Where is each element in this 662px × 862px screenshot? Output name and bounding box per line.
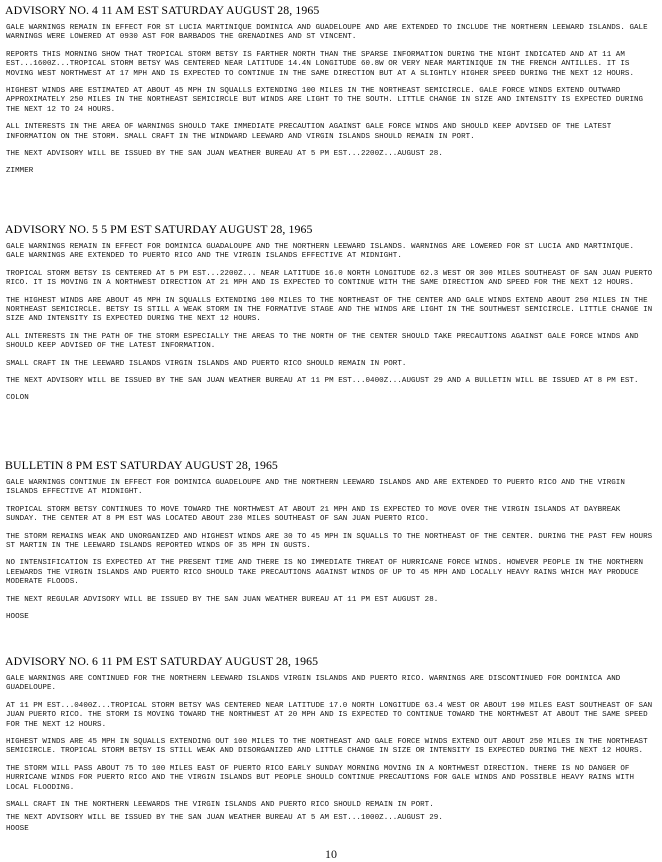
advisory-signature: COLON <box>6 394 29 403</box>
advisory-paragraph: THE NEXT ADVISORY WILL BE ISSUED BY THE SAN JUAN WEATHER BUREAU AT 5 AM EST...1000Z...AUGUST 29. <box>6 814 443 823</box>
advisory-5 <box>0 222 662 404</box>
advisory-paragraph: GALE WARNINGS REMAIN IN EFFECT FOR ST LUCIA MARTINIQUE DOMINICA AND GUADELOUPE AND ARE EXTENDED TO INCLUDE THE NORTHERN LEEWARD ISLANDS. GALE WARNINGS WERE LOWERED AT 0930 AST FOR BARBADOS THE GRENADINES AND ST VINCENT. <box>6 24 648 42</box>
advisory-heading: BULLETIN 8 PM EST SATURDAY AUGUST 28, 1965 <box>5 458 278 472</box>
bulletin-8pm <box>0 458 662 622</box>
advisory-heading: ADVISORY NO. 6 11 PM EST SATURDAY AUGUST 28, 1965 <box>5 654 319 668</box>
advisory-6 <box>0 654 662 834</box>
advisory-paragraph: HIGHEST WINDS ARE 45 MPH IN SQUALLS EXTENDING OUT 100 MILES TO THE NORTHEAST AND GALE FORCE WINDS EXTEND OUT ABOUT 250 MILES IN THE NORTHEAST SEMICIRCLE. TROPICAL STORM BETSY IS STILL WEAK AND DISORGANIZED AND LITTLE CHANGE IN SIZE OR INTENSITY IS EXPECTED DURING THE NEXT 12 HOURS. <box>6 738 648 756</box>
advisory-paragraph: AT 11 PM EST...0400Z...TROPICAL STORM BETSY WAS CENTERED NEAR LATITUDE 17.0 NORTH LONGITUDE 63.4 WEST OR ABOUT 190 MILES EAST SOUTHEAST OF SAN JUAN PUERTO RICO. THE STORM IS MOVING TOWARD THE NORTHWEST AT 20 MPH AND IS EXPECTED TO CONTINUE TOWARD THE NORTHWEST AT ABOUT THE SAME SPEED FOR THE NEXT 12 HOURS. <box>6 701 653 729</box>
advisory-paragraph: THE NEXT ADVISORY WILL BE ISSUED BY THE SAN JUAN WEATHER BUREAU AT 11 PM EST...0400Z...AUGUST 29 AND A BULLETIN WILL BE ISSUED AT 8 PM EST. <box>6 377 639 386</box>
advisory-paragraph: THE NEXT ADVISORY WILL BE ISSUED BY THE SAN JUAN WEATHER BUREAU AT 5 PM EST...2200Z...AUGUST 28. <box>6 150 443 159</box>
advisory-paragraph: THE STORM WILL PASS ABOUT 75 TO 100 MILES EAST OF PUERTO RICO EARLY SUNDAY MORNING MOVING IN A NORTHWEST DIRECTION. THERE IS NO DANGER OF HURRICANE WINDS FOR PUERTO RICO AND THE VIRGIN ISLANDS BUT PEOPLE SHOULD CONTINUE PRECAUTIONS FOR GALE WINDS AND POSSIBLE HEAVY RAINS WITH LOCAL FLOODING. <box>6 764 634 792</box>
advisory-paragraph: GALE WARNINGS REMAIN IN EFFECT FOR DOMINICA GUADALOUPE AND THE NORTHERN LEEWARD ISLANDS. WARNINGS ARE LOWERED FOR ST LUCIA AND MARTINIQUE. GALE WARNINGS ARE EXTENDED TO PUERTO RICO AND THE VIRGIN ISLANDS EFFECTIVE AT MIDNIGHT. <box>6 243 634 261</box>
advisory-signature: HOOSE <box>6 613 29 622</box>
advisory-paragraph: THE NEXT REGULAR ADVISORY WILL BE ISSUED BY THE SAN JUAN WEATHER BUREAU AT 11 PM EST AUGUST 28. <box>6 595 439 604</box>
advisory-signature: HOOSE <box>6 824 29 833</box>
advisory-paragraph: TROPICAL STORM BETSY IS CENTERED AT 5 PM EST...2200Z... NEAR LATITUDE 16.0 NORTH LONGITUDE 62.3 WEST OR 300 MILES SOUTHEAST OF SAN JUAN PUERTO RICO. IT IS MOVING IN A NORTHWEST DIRECTION AT 21 MPH AND IS EXPECTED TO CONTINUE WITH THE SAME DIRECTION AND SPEED FOR THE NEXT 12 HOURS. <box>6 269 653 288</box>
advisory-paragraph: GALE WARNINGS CONTINUE IN EFFECT FOR DOMINICA GUADELOUPE AND THE NORTHERN LEEWARD ISLANDS AND ARE EXTENDED TO PUERTO RICO AND THE VIRGIN ISLANDS EFFECTIVE AT MIDNIGHT. <box>6 479 625 497</box>
advisory-paragraph: ALL INTERESTS IN THE AREA OF WARNINGS SHOULD TAKE IMMEDIATE PRECAUTION AGAINST GALE FORCE WINDS AND SHOULD KEEP ADVISED OF THE LATEST INFORMATION ON THE STORM. SMALL CRAFT IN THE WINDWARD LEEWARD AND VIRGIN ISLANDS SHOULD REMAIN IN PORT. <box>6 123 612 141</box>
advisory-paragraph: TROPICAL STORM BETSY CONTINUES TO MOVE TOWARD THE NORTHWEST AT ABOUT 21 MPH AND IS EXPECTED TO MOVE OVER THE VIRGIN ISLANDS AT DAYBREAK SUNDAY. THE CENTER AT 8 PM EST WAS LOCATED ABOUT 230 MILES SOUTHEAST OF SAN JUAN PUERTO RICO. <box>6 505 621 524</box>
advisory-paragraph: GALE WARNINGS ARE CONTINUED FOR THE NORTHERN LEEWARD ISLANDS VIRGIN ISLANDS AND PUERTO RICO. WARNINGS ARE DISCONTINUED FOR DOMINICA AND GUADELOUPE. <box>6 675 621 693</box>
advisory-paragraph: SMALL CRAFT IN THE NORTHERN LEEWARDS THE VIRGIN ISLANDS AND PUERTO RICO SHOULD REMAIN IN PORT. <box>6 801 434 810</box>
advisory-paragraph: ALL INTERESTS IN THE PATH OF THE STORM ESPECIALLY THE AREAS TO THE NORTH OF THE CENTER SHOULD TAKE PRECAUTIONS AGAINST GALE FORCE WINDS AND SHOULD KEEP ADVISED OF THE LATEST INFORMATION. <box>6 332 639 351</box>
page-number: 10 <box>325 847 337 861</box>
advisory-paragraph: THE STORM REMAINS WEAK AND UNORGANIZED AND HIGHEST WINDS ARE 30 TO 45 MPH IN SQUALLS TO THE NORTHEAST OF THE CENTER. DURING THE PAST FEW HOURS ST MARTIN IN THE LEEWARD ISLANDS REPORTED WINDS OF 35 MPH IN GUSTS. <box>6 532 653 551</box>
advisory-paragraph: HIGHEST WINDS ARE ESTIMATED AT ABOUT 45 MPH IN SQUALLS EXTENDING 100 MILES IN THE NORTHEAST SEMICIRCLE. GALE FORCE WINDS EXTEND OUTWARD APPROXIMATELY 250 MILES IN THE NORTHEAST SEMICIRCLE BUT WINDS ARE LIGHT TO THE SOUTH. LITTLE CHANGE IN SIZE AND INTENSITY IS EXPECTED DURING THE NEXT 12 TO 24 HOURS. <box>6 87 644 114</box>
advisory-paragraph: SMALL CRAFT IN THE LEEWARD ISLANDS VIRGIN ISLANDS AND PUERTO RICO SHOULD REMAIN IN PORT. <box>6 359 407 368</box>
advisory-signature: ZIMMER <box>6 167 34 176</box>
advisory-paragraph: REPORTS THIS MORNING SHOW THAT TROPICAL STORM BETSY IS FARTHER NORTH THAN THE SPARSE INFORMATION DURING THE NIGHT INDICATED AND AT 11 AM EST...1600Z...TROPICAL STORM BETSY WAS CENTERED NEAR LATITUDE 14.4N LONGITUDE 60.8W OR VERY NEAR MARTINIQUE IN THE FRENCH ANTILLES. IT IS MOVING WEST NORTHWEST AT 17 MPH AND IS EXPECTED TO CONTINUE IN THE SAME DIRECTION BUT AT A SLIGHTLY HIGHER SPEED DURING THE NEXT 12 HOURS. <box>6 50 634 78</box>
advisory-4 <box>0 3 662 177</box>
advisory-paragraph: NO INTENSIFICATION IS EXPECTED AT THE PRESENT TIME AND THERE IS NO IMMEDIATE THREAT OF HURRICANE FORCE WINDS. HOWEVER PEOPLE IN THE NORTHERN LEEWARDS THE VIRGIN ISLANDS AND PUERTO RICO SHOULD TAKE PRECAUTIONS AGAINST WINDS OF UP TO 45 MPH AND LOCALLY HEAVY RAINS WHICH MAY PRODUCE MODERATE FLOODS. <box>6 559 644 587</box>
advisory-heading: ADVISORY NO. 4 11 AM EST SATURDAY AUGUST 28, 1965 <box>5 3 320 17</box>
advisory-heading: ADVISORY NO. 5 5 PM EST SATURDAY AUGUST 28, 1965 <box>5 222 313 236</box>
advisory-paragraph: THE HIGHEST WINDS ARE ABOUT 45 MPH IN SQUALLS EXTENDING 100 MILES TO THE NORTHEAST OF THE CENTER AND GALE WINDS EXTEND ABOUT 250 MILES IN THE NORTHEAST SEMICIRCLE. BETSY IS STILL A WEAK STORM IN THE FORMATIVE STAGE AND THE WINDS ARE LIGHT IN THE SOUTHWEST SEMICIRCLE. LITTLE CHANGE IN SIZE AND INTENSITY IS EXPECTED DURING THE NEXT 12 HOURS. <box>6 296 653 324</box>
